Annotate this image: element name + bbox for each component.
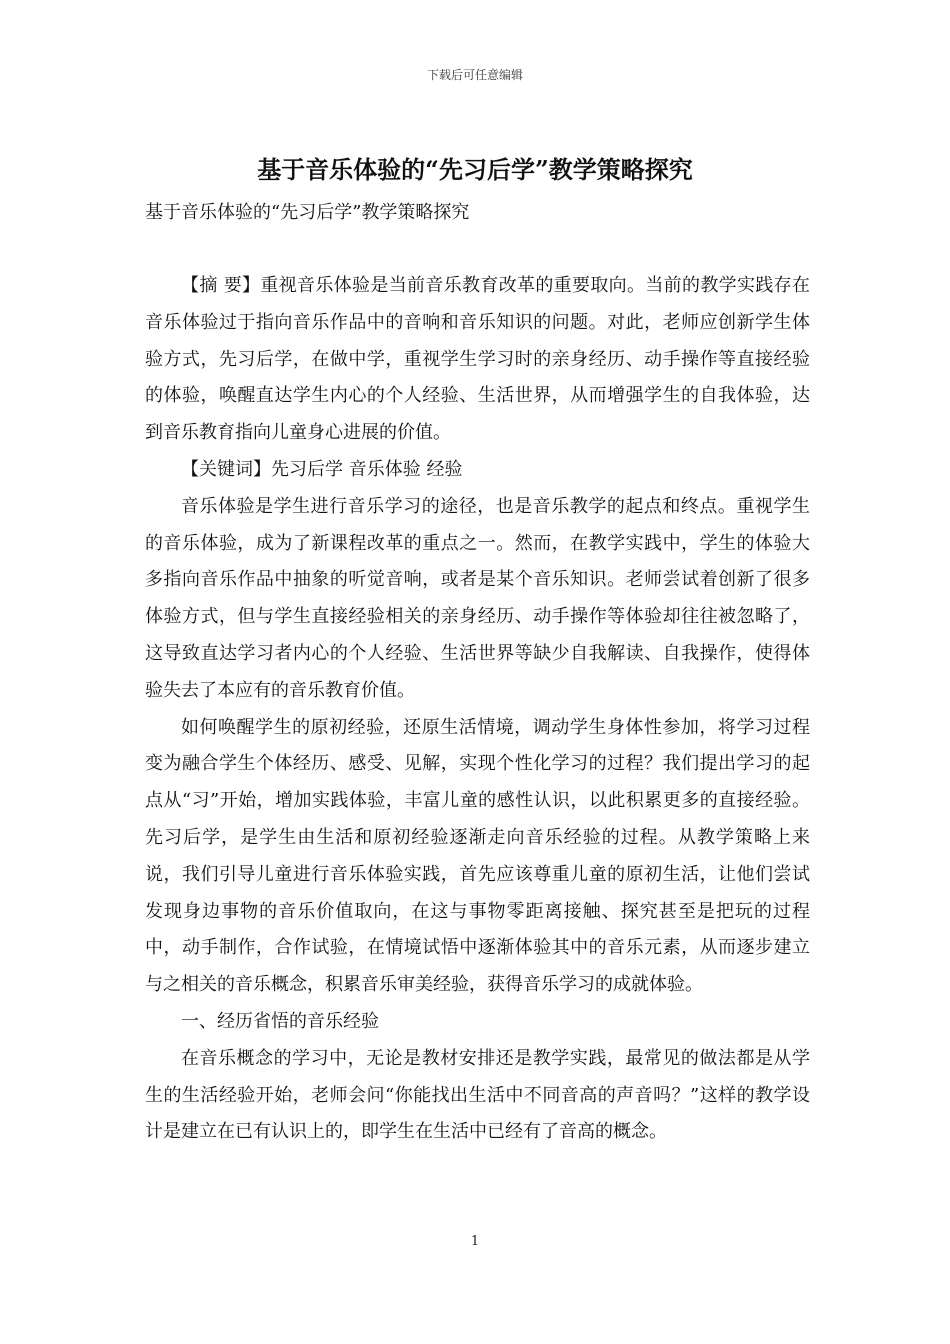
document-body	[145, 268, 810, 1151]
keywords-paragraph: 【关键词】先习后学 音乐体验 经验	[181, 458, 463, 480]
page-number: 1	[470, 1234, 480, 1249]
document-title: 基于音乐体验的“先习后学”教学策略探究	[257, 155, 693, 184]
body-paragraph-1: 音乐体验是学生进行音乐学习的途径，也是音乐教学的起点和终点。重视学生的音乐体验，成为了新课程改革的重点之一。然而，在教学实践中，学生的体验大多指向音乐作品中抽象的听觉音响，或者是某个音乐知识。老师尝试着创新了很多体验方式，但与学生直接经验相关的亲身经历、动手操作等体验却往往被忽略了，这导致直达学习者内心的个人经验、生活世界等缺少自我解读、自我操作，使得体验失去了本应有的音乐教育价值。	[145, 495, 810, 701]
body-paragraph-2: 如何唤醒学生的原初经验，还原生活情境，调动学生身体性参加，将学习过程变为融合学生个体经历、感受、见解，实现个性化学习的过程？我们提出学习的起点从“习”开始，增加实践体验，丰富儿童的感性认识，以此积累更多的直接经验。先习后学，是学生由生活和原初经验逐渐走向音乐经验的过程。从教学策略上来说，我们引导儿童进行音乐体验实践，首先应该尊重儿童的原初生活，让他们尝试发现身边事物的音乐价值取向，在这与事物零距离接触、探究甚至是把玩的过程中，动手制作，合作试验，在情境试悟中逐渐体验其中的音乐元素，从而逐步建立与之相关的音乐概念，积累音乐审美经验，获得音乐学习的成就体验。	[145, 716, 810, 996]
header-note: 下载后可任意编辑	[426, 68, 523, 82]
body-paragraph-3: 在音乐概念的学习中，无论是教材安排还是教学实践，最常见的做法都是从学生的生活经验开始，老师会问“你能找出生活中不同音高的声音吗？”这样的教学设计是建立在已有认识上的，即学生在生活中已经有了音高的概念。	[145, 1047, 810, 1143]
document-subtitle: 基于音乐体验的“先习后学”教学策略探究	[145, 202, 470, 223]
section-heading-1: 一、经历省悟的音乐经验	[181, 1010, 379, 1032]
abstract-paragraph: 【摘 要】重视音乐体验是当前音乐教育改革的重要取向。当前的教学实践存在音乐体验过于指向音乐作品中的音响和音乐知识的问题。对此，老师应创新学生体验方式，先习后学，在做中学，重视学生学习时的亲身经历、动手操作等直接经验的体验，唤醒直达学生内心的个人经验、生活世界，从而增强学生的自我体验，达到音乐教育指向儿童身心进展的价值。	[145, 275, 810, 444]
